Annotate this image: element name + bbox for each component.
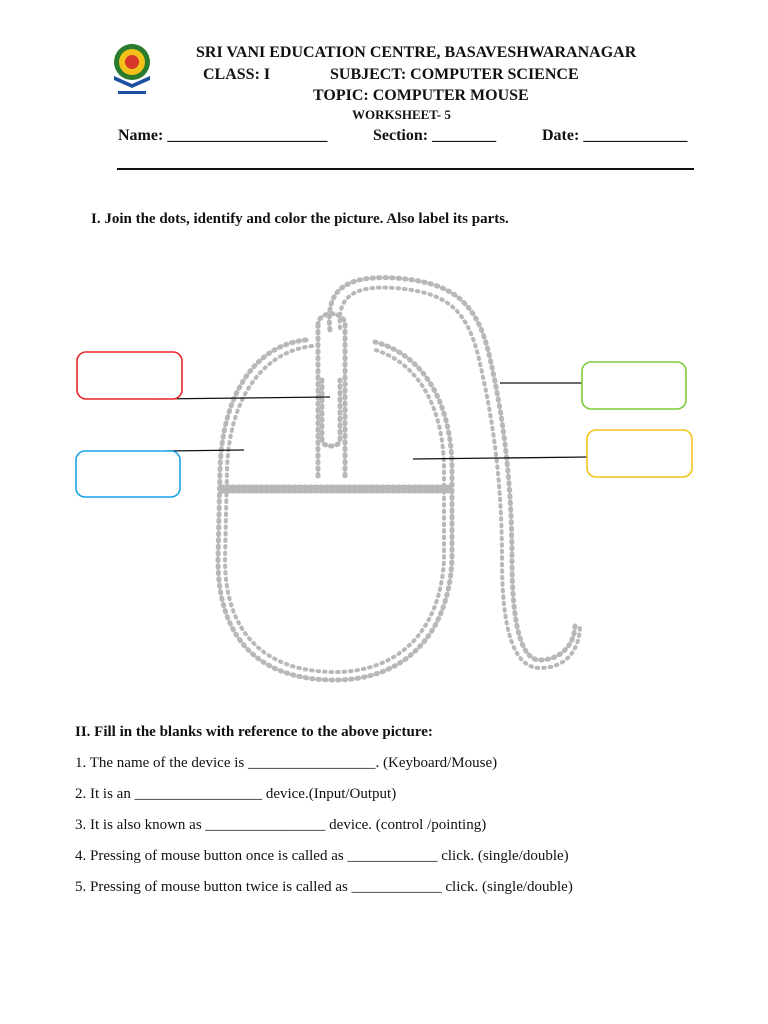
- section-field: Section: ________: [373, 127, 497, 144]
- subject-label: SUBJECT: COMPUTER SCIENCE: [330, 66, 579, 83]
- mouse-body-dots: [218, 340, 452, 680]
- section1-heading: I. Join the dots, identify and color the picture. Also label its parts.: [91, 211, 509, 227]
- class-label: CLASS: I: [203, 66, 271, 83]
- label-box-red: [77, 352, 182, 399]
- question-3: 3. It is also known as ________________ device. (control /pointing): [75, 817, 487, 833]
- label-box-yellow: [587, 430, 692, 477]
- question-1: 1. The name of the device is _________________. (Keyboard/Mouse): [75, 755, 498, 771]
- topic-label: TOPIC: COMPUTER MOUSE: [313, 87, 529, 104]
- question-5: 5. Pressing of mouse button twice is called as ____________ click. (single/double): [75, 879, 573, 895]
- leader-line-right-button: [413, 457, 589, 459]
- date-field: Date: _____________: [542, 127, 688, 144]
- section2-heading: II. Fill in the blanks with reference to the above picture:: [75, 724, 433, 740]
- worksheet-label: WORKSHEET- 5: [352, 107, 451, 122]
- label-box-blue: [76, 451, 180, 497]
- label-box-green: [582, 362, 686, 409]
- question-2: 2. It is an _________________ device.(Input/Output): [75, 786, 397, 802]
- question-4: 4. Pressing of mouse button once is called as ____________ click. (single/double): [75, 848, 569, 864]
- school-name: SRI VANI EDUCATION CENTRE, BASAVESHWARANAGAR: [196, 44, 637, 61]
- leader-line-body: [165, 450, 244, 451]
- name-field: Name: ____________________: [118, 127, 328, 144]
